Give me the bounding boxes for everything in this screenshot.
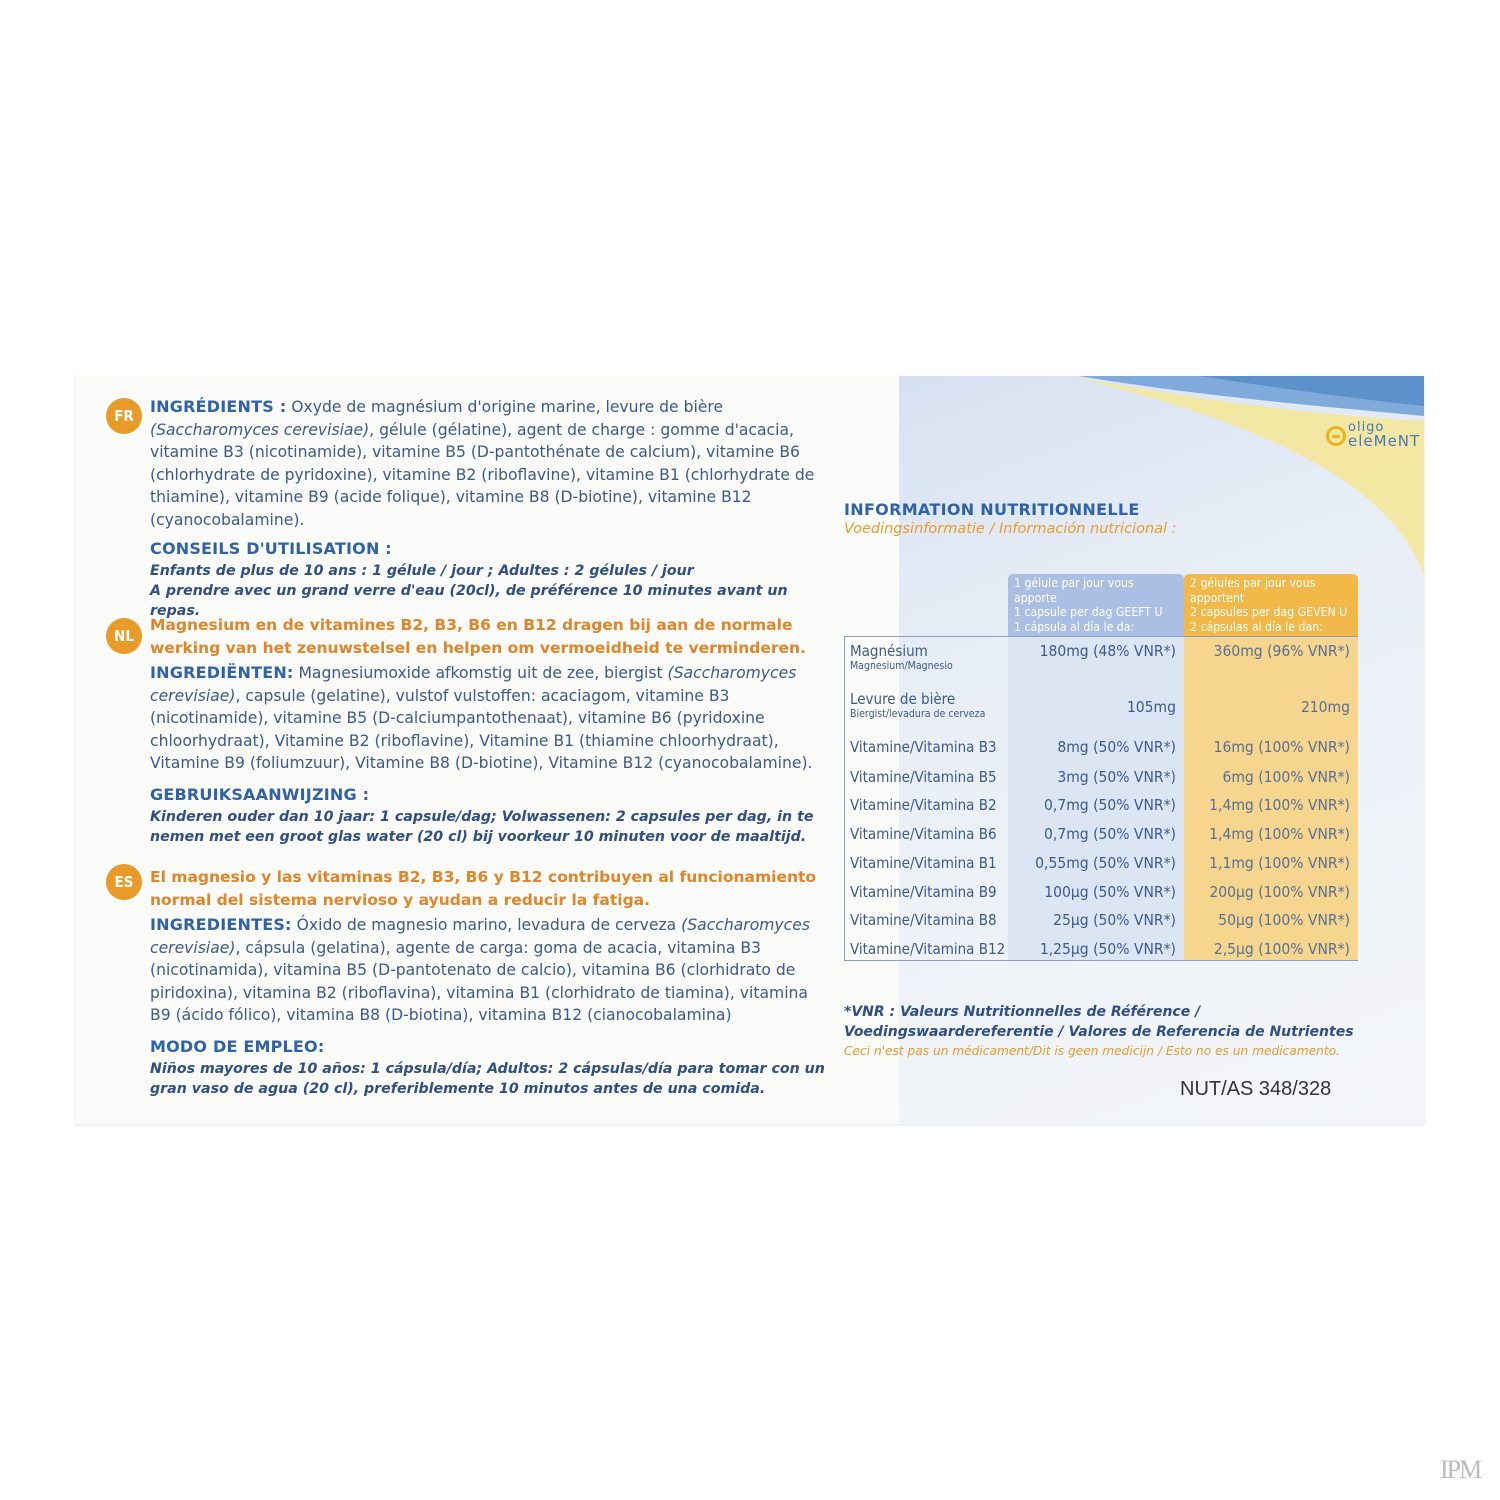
es-ingredients xyxy=(150,914,830,1027)
column-header-line: 1 gélule par jour vous apporte xyxy=(1014,576,1134,605)
value-two-capsules: 6mg (100% VNR*) xyxy=(1222,768,1350,786)
es-claim-block xyxy=(150,866,830,912)
nutrient-name: Vitamine/Vitamina B8 xyxy=(850,911,997,929)
nutrient-name: Vitamine/Vitamina B3 xyxy=(850,738,997,756)
column-header-one-capsule xyxy=(1008,574,1184,636)
value-two-capsules: 1,4mg (100% VNR*) xyxy=(1209,796,1350,814)
nutrient-name: Vitamine/Vitamina B5 xyxy=(850,768,997,786)
vnr-footnote-line-1: *VNR : Valeurs Nutritionnelles de Référence / xyxy=(844,1004,1201,1020)
column-header-line: 1 cápsula al día le da: xyxy=(1014,619,1135,634)
table-left-border xyxy=(844,636,845,960)
column-header-line: 2 cápsulas al día le dan: xyxy=(1190,619,1323,634)
value-two-capsules: 16mg (100% VNR*) xyxy=(1213,738,1350,756)
column-header-line: 1 capsule per dag GEEFT U xyxy=(1014,605,1163,619)
column-header-two-capsules xyxy=(1184,574,1358,636)
nl-ingredients xyxy=(150,662,830,775)
column-header-line: 2 gélules par jour vous apportent xyxy=(1190,576,1316,605)
value-one-capsule: 0,7mg (50% VNR*) xyxy=(1044,796,1176,814)
es-usage xyxy=(150,1036,830,1099)
value-one-capsule: 8mg (50% VNR*) xyxy=(1057,738,1176,756)
es-ingredients-label: INGREDIENTES: xyxy=(150,915,292,934)
value-two-capsules: 1,4mg (100% VNR*) xyxy=(1209,825,1350,843)
value-one-capsule: 105mg xyxy=(1126,698,1176,716)
nl-claim: Magnesium en de vitamines B2, B3, B6 en B12 dragen bij aan de normale werking van het zenuwstelsel en helpen om vermoeidheid te verminderen. xyxy=(150,616,806,657)
value-two-capsules: 210mg xyxy=(1300,698,1350,716)
nl-ingredients-latin: (Saccharomyces cerevisiae) xyxy=(150,664,797,705)
fr-ingredients-label: INGRÉDIENTS : xyxy=(150,397,287,416)
fr-ingredients-latin: (Saccharomyces cerevisiae) xyxy=(150,420,370,439)
value-two-capsules: 2,5µg (100% VNR*) xyxy=(1213,940,1350,958)
logo-line-2: eleMeNT xyxy=(1348,432,1421,450)
watermark: IPM xyxy=(1440,1455,1481,1484)
nutrient-name: Vitamine/Vitamina B1 xyxy=(850,854,997,872)
nl-ingredients-text-1: Magnesiumoxide afkomstig uit de zee, biergist xyxy=(293,664,668,682)
nl-ingredients-text-2: , capsule (gelatine), vulstof vulstoffen: acaciagom, vitamine B3 (nicotinamide), vitamine B5 (D-calciumpantothenaat), vitamine B6 (pyridoxine chloorhydraat), Vitamine B2 (riboflavine), Vitamine B1 (thiamine chloorhydraat), Vitamine B9 (foliumzuur), Vitamine B8 (D-biotine), Vitamine B12 (cyanocobalamine). xyxy=(150,686,813,772)
vnr-footnote xyxy=(844,1002,1354,1042)
notification-code: NUT/AS 348/328 xyxy=(1180,1078,1332,1100)
value-one-capsule: 100µg (50% VNR*) xyxy=(1044,883,1176,901)
fr-usage-line-1: Enfants de plus de 10 ans : 1 gélule / jour ; Adultes : 2 gélules / jour xyxy=(150,562,694,579)
nutrient-subname: Biergist/levadura de cerveza xyxy=(850,708,986,720)
language-badge-es: ES xyxy=(106,864,142,900)
nutrient-name: Vitamine/Vitamina B2 xyxy=(850,796,997,814)
nutrient-name: Levure de bière xyxy=(850,690,956,708)
table-top-border xyxy=(844,636,1358,637)
es-ingredients-text-2: , cápsula (gelatina), agente de carga: goma de acacia, vitamina B3 (nicotinamida), vitamina B5 (D-pantotenato de calcio), vitamina B6 (clorhidrato de piridoxina), vitamina B2 (riboflavina), vitamina B1 (clorhidrato de tiamina), vitamina B9 (ácido fólico), vitamina B8 (D-biotina), vitamina B12 (cianocobalamina) xyxy=(150,938,808,1024)
value-two-capsules: 360mg (96% VNR*) xyxy=(1213,642,1350,660)
value-one-capsule: 180mg (48% VNR*) xyxy=(1039,642,1176,660)
es-ingredients-latin: (Saccharomyces cerevisiae) xyxy=(150,916,810,957)
language-badge-nl: NL xyxy=(106,618,142,654)
disclaimer: Ceci n'est pas un médicament/Dit is geen medicijn / Esto no es un medicamento. xyxy=(844,1044,1340,1058)
logo-line-1: oligo xyxy=(1348,420,1385,435)
language-badge-fr: FR xyxy=(106,398,142,434)
es-ingredients-text-1: Óxido de magnesio marino, levadura de cerveza xyxy=(291,916,682,934)
value-one-capsule: 25µg (50% VNR*) xyxy=(1053,911,1176,929)
nutrient-name: Vitamine/Vitamina B9 xyxy=(850,883,997,901)
nl-claim-block xyxy=(150,614,830,660)
nutrition-subtitle: Voedingsinformatie / Información nutricional : xyxy=(844,521,1177,537)
fr-usage xyxy=(150,538,830,621)
nl-ingredients-label: INGREDIËNTEN: xyxy=(150,663,294,682)
es-usage-label: MODO DE EMPLEO: xyxy=(150,1037,325,1056)
nutrient-name: Vitamine/Vitamina B12 xyxy=(850,940,1006,958)
value-one-capsule: 0,55mg (50% VNR*) xyxy=(1035,854,1176,872)
nutrient-name: Vitamine/Vitamina B6 xyxy=(850,825,997,843)
nutrient-name: Magnésium xyxy=(850,642,928,660)
value-two-capsules: 200µg (100% VNR*) xyxy=(1209,883,1350,901)
nutrition-title: INFORMATION NUTRITIONNELLE xyxy=(844,500,1140,519)
es-claim: El magnesio y las vitaminas B2, B3, B6 y B12 contribuyen al funcionamiento normal del sistema nervioso y ayudan a reducir la fatiga. xyxy=(150,868,817,909)
logo-mark-icon xyxy=(1326,426,1346,446)
table-bottom-border xyxy=(844,960,1358,961)
fr-ingredients-text-2: , gélule (gélatine), agent de charge : gomme d'acacia, vitamine B3 (nicotinamide), vitamine B5 (D-pantothénate de calcium), vitamine B6 (chlorhydrate de pyridoxine), vitamine B2 (riboflavine), vitamine B1 (chlorhydrate de thiamine), vitamine B9 (acide folique), vitamine B8 (D-biotine), vitamine B12 (cyanocobalamine). xyxy=(150,420,815,529)
nl-usage xyxy=(150,784,830,847)
column-header-line: 2 capsules per dag GEVEN U xyxy=(1190,605,1348,619)
vnr-footnote-line-2: Voedingswaardereferentie / Valores de Referencia de Nutrientes xyxy=(844,1024,1354,1040)
fr-usage-line-2: A prendre avec un grand verre d'eau (20cl), de préférence 10 minutes avant un repas. xyxy=(150,582,788,619)
nl-usage-text: Kinderen ouder dan 10 jaar: 1 capsule/dag; Volwassenen: 2 capsules per dag, in te nemen met een groot glas water (20 cl) bij voorkeur 10 minuten voor de maaltijd. xyxy=(150,808,814,845)
fr-ingredients-text-1: Oxyde de magnésium d'origine marine, levure de bière xyxy=(286,398,724,416)
fr-usage-label: CONSEILS D'UTILISATION : xyxy=(150,539,392,558)
value-one-capsule: 1,25µg (50% VNR*) xyxy=(1039,940,1176,958)
nl-usage-label: GEBRUIKSAANWIJZING : xyxy=(150,785,370,804)
value-two-capsules: 50µg (100% VNR*) xyxy=(1218,911,1350,929)
value-one-capsule: 3mg (50% VNR*) xyxy=(1057,768,1176,786)
es-usage-text: Niños mayores de 10 años: 1 cápsula/día; Adultos: 2 cápsulas/día para tomar con un gran vaso de agua (20 cl), preferiblemente 10 minutos antes de una comida. xyxy=(150,1060,825,1097)
nutrient-subname: Magnesium/Magnesio xyxy=(850,660,953,672)
product-panel xyxy=(76,376,1424,1124)
fr-ingredients xyxy=(150,396,830,531)
value-two-capsules: 1,1mg (100% VNR*) xyxy=(1209,854,1350,872)
value-one-capsule: 0,7mg (50% VNR*) xyxy=(1044,825,1176,843)
